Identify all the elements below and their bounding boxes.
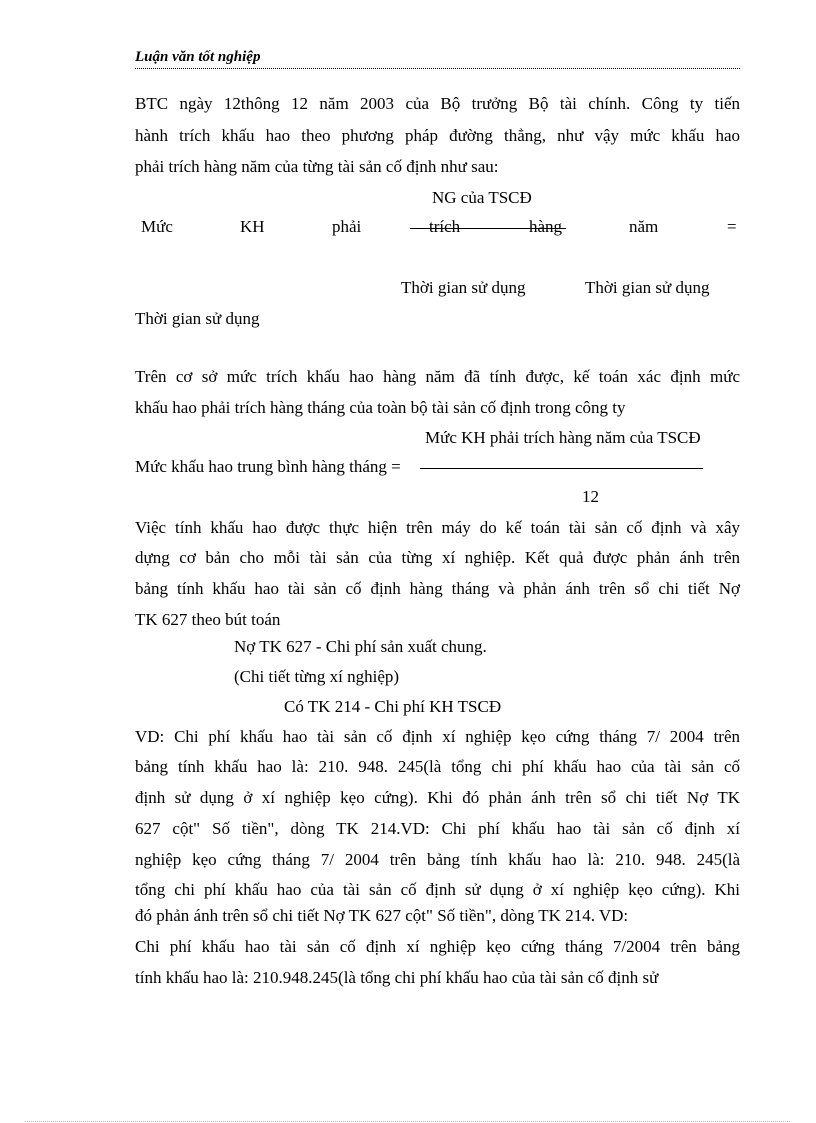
document-header-title: Luận văn tốt nghiệp	[135, 49, 261, 65]
formula1-denominator-c: Thời gian sử dụng	[135, 309, 260, 328]
para3-line-4: TK 627 theo bút toán	[135, 610, 281, 629]
intro-line-2: hành trích khấu hao theo phương pháp đường thẳng, như vậy mức khấu hao	[135, 126, 740, 145]
formula2-fraction-bar	[420, 468, 703, 469]
formula2-numerator: Mức KH phải trích hàng năm của TSCĐ	[425, 428, 701, 447]
entry-debit: Nợ TK 627 - Chi phí sản xuất chung.	[234, 637, 487, 656]
formula1-word-trich: trích	[429, 217, 461, 236]
formula1-numerator: NG của TSCĐ	[432, 188, 532, 207]
page-bottom-border	[25, 1121, 790, 1122]
para2-line-2: khấu hao phải trích hàng tháng của toàn bộ tài sản cố định trong công ty	[135, 398, 626, 417]
formula1-word-nam: năm	[629, 217, 659, 236]
formula1-word-kh: KH	[240, 217, 265, 236]
entry-credit: Có TK 214 - Chi phí KH TSCĐ	[284, 697, 502, 716]
header-divider	[135, 68, 740, 69]
para3-line-2: dựng cơ bản cho mỗi tài sản của từng xí nghiệp. Kết quả được phản ánh trên	[135, 548, 740, 567]
para3-line-1: Việc tính khấu hao được thực hiện trên máy do kế toán tài sản cố định và xây	[135, 518, 740, 537]
intro-line-3: phải trích hàng năm của từng tài sản cố định như sau:	[135, 157, 499, 176]
example-line-8: Chi phí khấu hao tài sản cố định xí nghiệp kẹo cứng tháng 7/2004 trên bảng	[135, 937, 740, 956]
entry-detail: (Chi tiết từng xí nghiệp)	[234, 667, 400, 686]
example-line-3: định sử dụng ở xí nghiệp kẹo cứng). Khi đó phản ánh trên sổ chi tiết Nợ TK	[135, 788, 740, 807]
formula1-word-muc: Mức	[141, 217, 173, 236]
formula1-denominator-a: Thời gian sử dụng	[401, 278, 526, 297]
example-line-9: tính khấu hao là: 210.948.245(là tổng chi phí khấu hao của tài sản cố định sử	[135, 968, 659, 987]
example-line-2: bảng tính khấu hao là: 210. 948. 245(là tổng chi phí khấu hao của tài sản cố	[135, 757, 740, 776]
formula2-label: Mức khấu hao trung bình hàng tháng =	[135, 457, 401, 476]
example-line-6: tổng chi phí khấu hao của tài sản cố định sử dụng ở xí nghiệp kẹo cứng). Khi	[135, 880, 740, 899]
formula1-denominator-b: Thời gian sử dụng	[585, 278, 710, 297]
formula2-denominator: 12	[582, 487, 599, 506]
intro-line-1: BTC ngày 12thông 12 năm 2003 của Bộ trưởng Bộ tài chính. Công ty tiến	[135, 94, 740, 113]
para2-line-1: Trên cơ sở mức trích khấu hao hàng năm đã tính được, kế toán xác định mức	[135, 367, 740, 386]
formula1-word-hang: hàng	[529, 217, 563, 236]
formula1-word-phai: phải	[332, 217, 362, 236]
example-line-4: 627 cột" Số tiền", dòng TK 214.VD: Chi phí khấu hao tài sản cố định xí	[135, 819, 740, 838]
para3-line-3: bảng tính khấu hao tài sản cố định hàng tháng và phản ánh trên sổ chi tiết Nợ	[135, 579, 740, 598]
formula1-fraction-bar	[410, 228, 566, 229]
example-line-5: nghiệp kẹo cứng tháng 7/ 2004 trên bảng tính khấu hao là: 210. 948. 245(là	[135, 850, 740, 869]
formula1-word-equals: =	[727, 217, 737, 236]
example-line-7: đó phản ánh trên sổ chi tiết Nợ TK 627 cột" Số tiền", dòng TK 214. VD:	[135, 906, 629, 925]
example-line-1: VD: Chi phí khấu hao tài sản cố định xí nghiệp kẹo cứng tháng 7/ 2004 trên	[135, 727, 740, 746]
